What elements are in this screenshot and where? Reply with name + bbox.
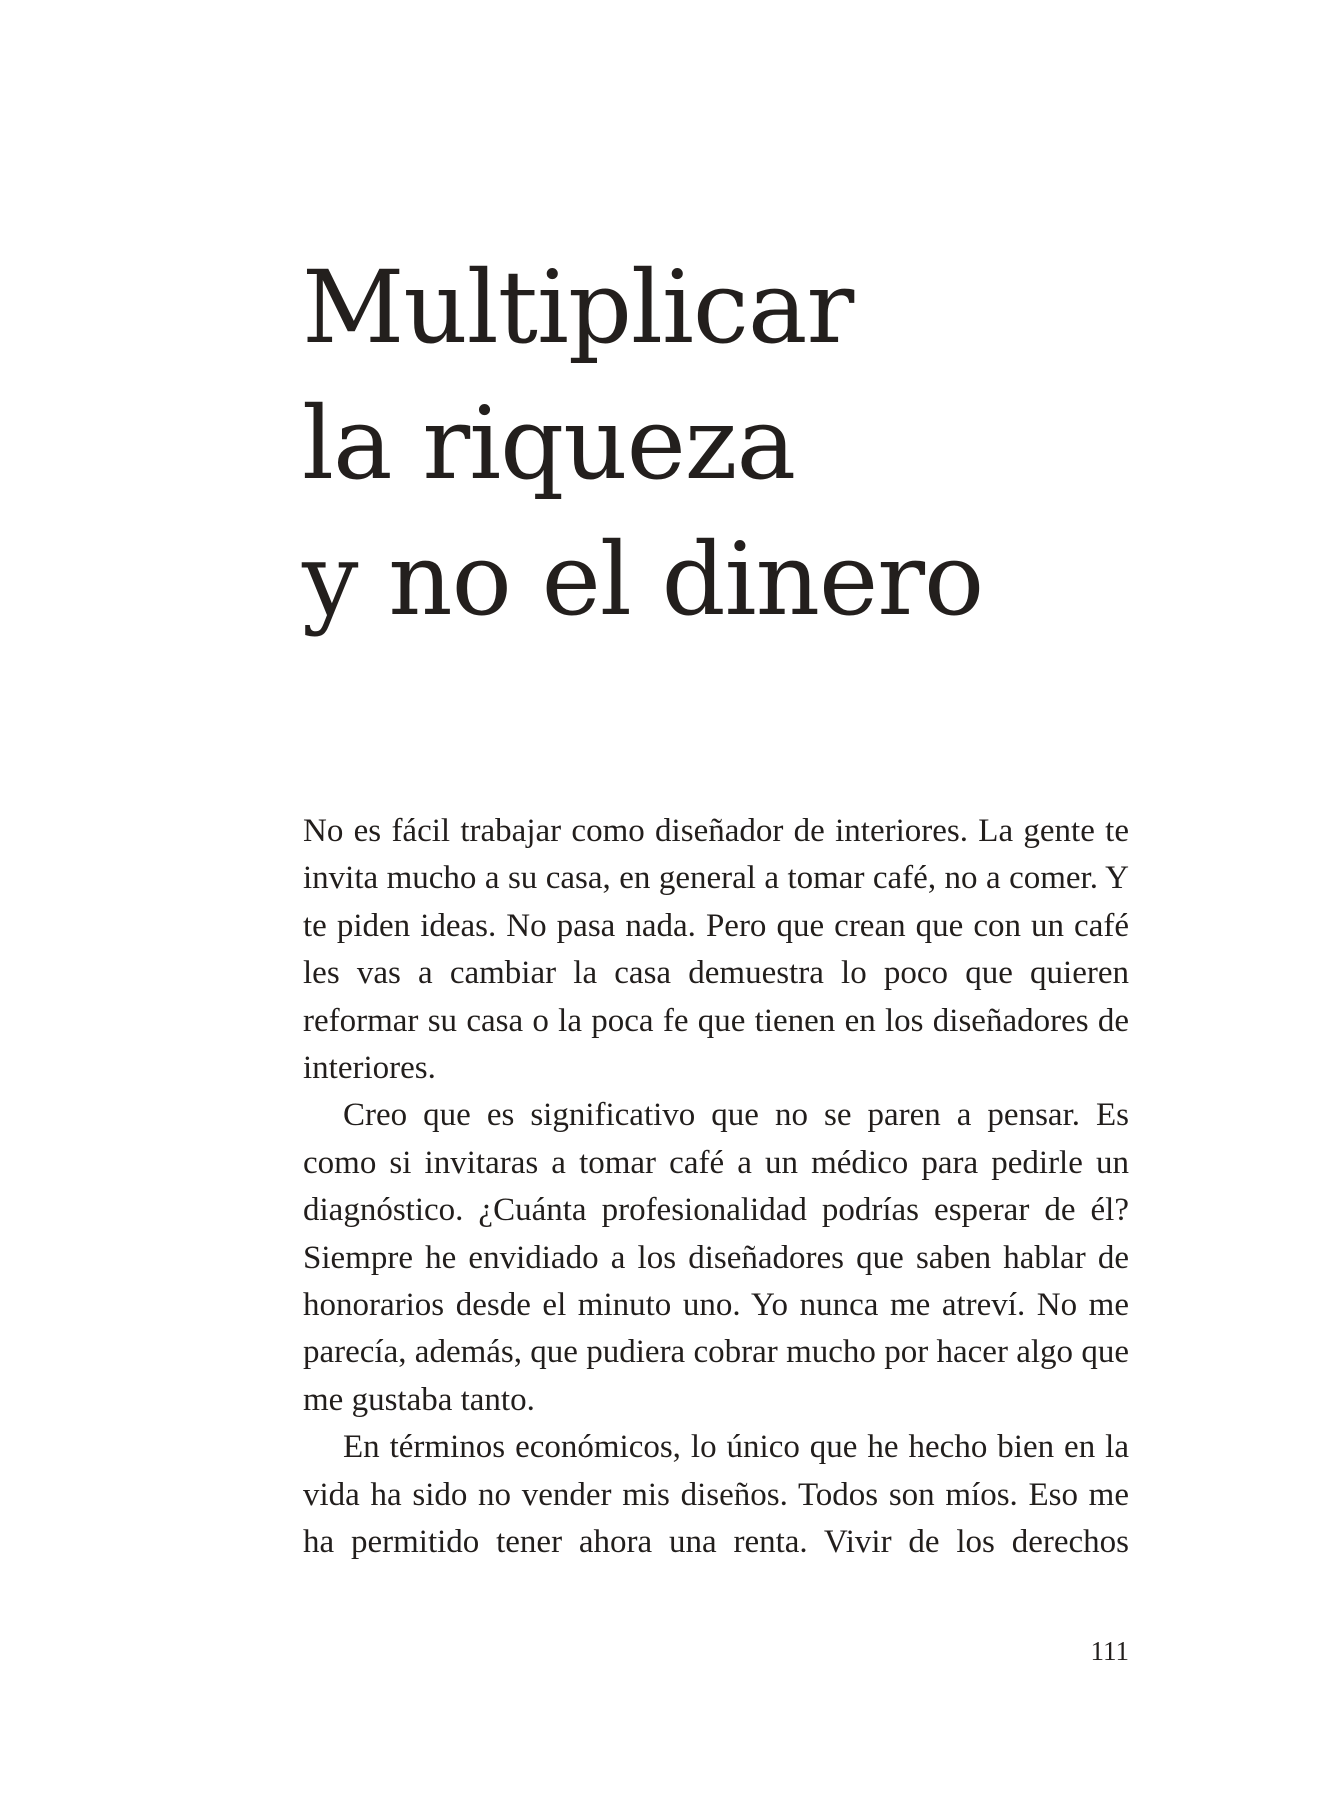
body-text: [303, 808, 1129, 1567]
chapter-title-line-3: y no el dinero: [302, 521, 984, 638]
paragraph-2: Creo que es significativo que no se paren a pensar. Es como si invitaras a tomar café a un médico para pedirle un diagnóstico. ¿Cuánta profesionalidad podrías esperar de él? Siempre he envidiado a los diseñadores que saben hablar de honorarios desde el minuto uno. Yo nunca me atreví. No me parecía, además, que pudiera cobrar mucho por hacer algo que me gustaba tanto.: [303, 1097, 1129, 1418]
paragraph-3: En términos económicos, lo único que he hecho bien en la vida ha sido no vender mis diseños. Todos son míos. Eso me ha permitido tener ahora una renta. Vivir de los derechos: [303, 1429, 1129, 1561]
page-number: 111: [1090, 1636, 1129, 1666]
chapter-title: [302, 240, 1202, 648]
chapter-title-line-1: Multiplicar: [302, 249, 854, 366]
chapter-title-line-2: la riqueza: [302, 385, 796, 502]
paragraph-1: No es fácil trabajar como diseñador de interiores. La gente te invita mucho a su casa, en general a tomar café, no a comer. Y te piden ideas. No pasa nada. Pero que crean que con un café les vas a cambiar la casa demuestra lo poco que quieren reformar su casa o la poca fe que tienen en los diseñadores de interiores.: [303, 813, 1129, 1087]
